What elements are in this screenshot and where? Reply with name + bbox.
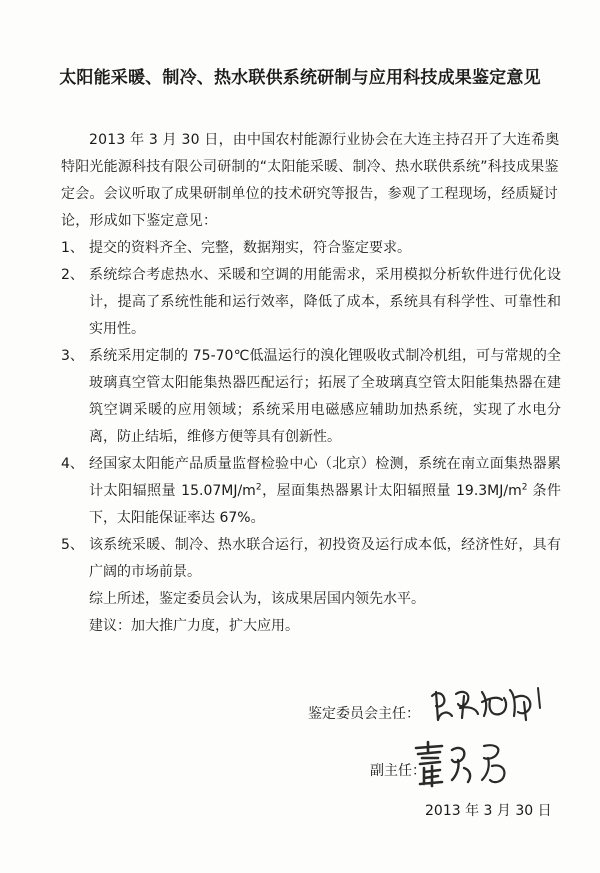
item-text: 系统综合考虑热水、采暖和空调的用能需求，采用模拟分析软件进行优化设计，提高了系统性能和运行效率，降低了成本，系统具有科学性、可靠性和实用性。 [89, 267, 561, 337]
opinion-item-1 [61, 235, 561, 262]
vice-chair-label: 副主任： [370, 763, 426, 779]
suggestion-paragraph: 建议：加大推广力度，扩大应用。 [89, 618, 299, 634]
document-title: 太阳能采暖、制冷、热水联供系统研制与应用科技成果鉴定意见 [59, 68, 541, 88]
item-number: 4、 [61, 456, 84, 472]
superscript: 2 [521, 482, 528, 493]
chair-label: 鉴定委员会主任： [308, 706, 420, 722]
item-text-part: 经国家太阳能产品质量监督检验中心（北京）检测，系统在南立面集热器累计太阳辐照量 15.07MJ/m [89, 456, 561, 499]
chair-signature [426, 682, 556, 732]
item-text-part: ，屋面集热器累计太阳辐照量 19.3MJ/m [261, 483, 522, 499]
item-number: 5、 [61, 537, 84, 553]
opinion-item-5 [61, 532, 561, 586]
opinion-item-3 [61, 343, 561, 451]
item-text: 提交的资料齐全、完整，数据翔实，符合鉴定要求。 [89, 240, 411, 256]
item-text [89, 451, 561, 532]
conclusion-paragraph: 综上所述，鉴定委员会认为，该成果居国内领先水平。 [89, 591, 425, 607]
opinion-item-2 [61, 262, 561, 343]
item-text-part: 条件下，太阳能保证率达 67%。 [89, 483, 562, 526]
document-date: 2013 年 3 月 30 日 [425, 803, 552, 819]
opinion-item-4 [61, 451, 561, 532]
item-text: 该系统采暖、制冷、热水联合运行，初投资及运行成本低，经济性好，具有广阔的市场前景。 [89, 537, 561, 580]
vice-chair-signature [412, 738, 532, 792]
item-text: 系统采用定制的 75-70℃低温运行的溴化锂吸收式制冷机组，可与常规的全玻璃真空管太阳能集热器匹配运行；拓展了全玻璃真空管太阳能集热器在建筑空调采暖的应用领域；系统采用电磁感应辅助加热系统，实现了水电分离，防止结垢，维修方便等具有创新性。 [89, 348, 561, 445]
item-number: 3、 [61, 348, 84, 364]
intro-paragraph: 2013 年 3 月 30 日，由中国农村能源行业协会在大连主持召开了大连希奥特阳光能源科技有限公司研制的“太阳能采暖、制冷、热水联供系统”科技成果鉴定会。会议听取了成果研制单位的技术研究等报告，参观了工程现场，经质疑讨论，形成如下鉴定意见： [61, 132, 560, 229]
superscript: 2 [255, 482, 262, 493]
item-number: 2、 [61, 267, 84, 283]
item-number: 1、 [61, 240, 84, 256]
